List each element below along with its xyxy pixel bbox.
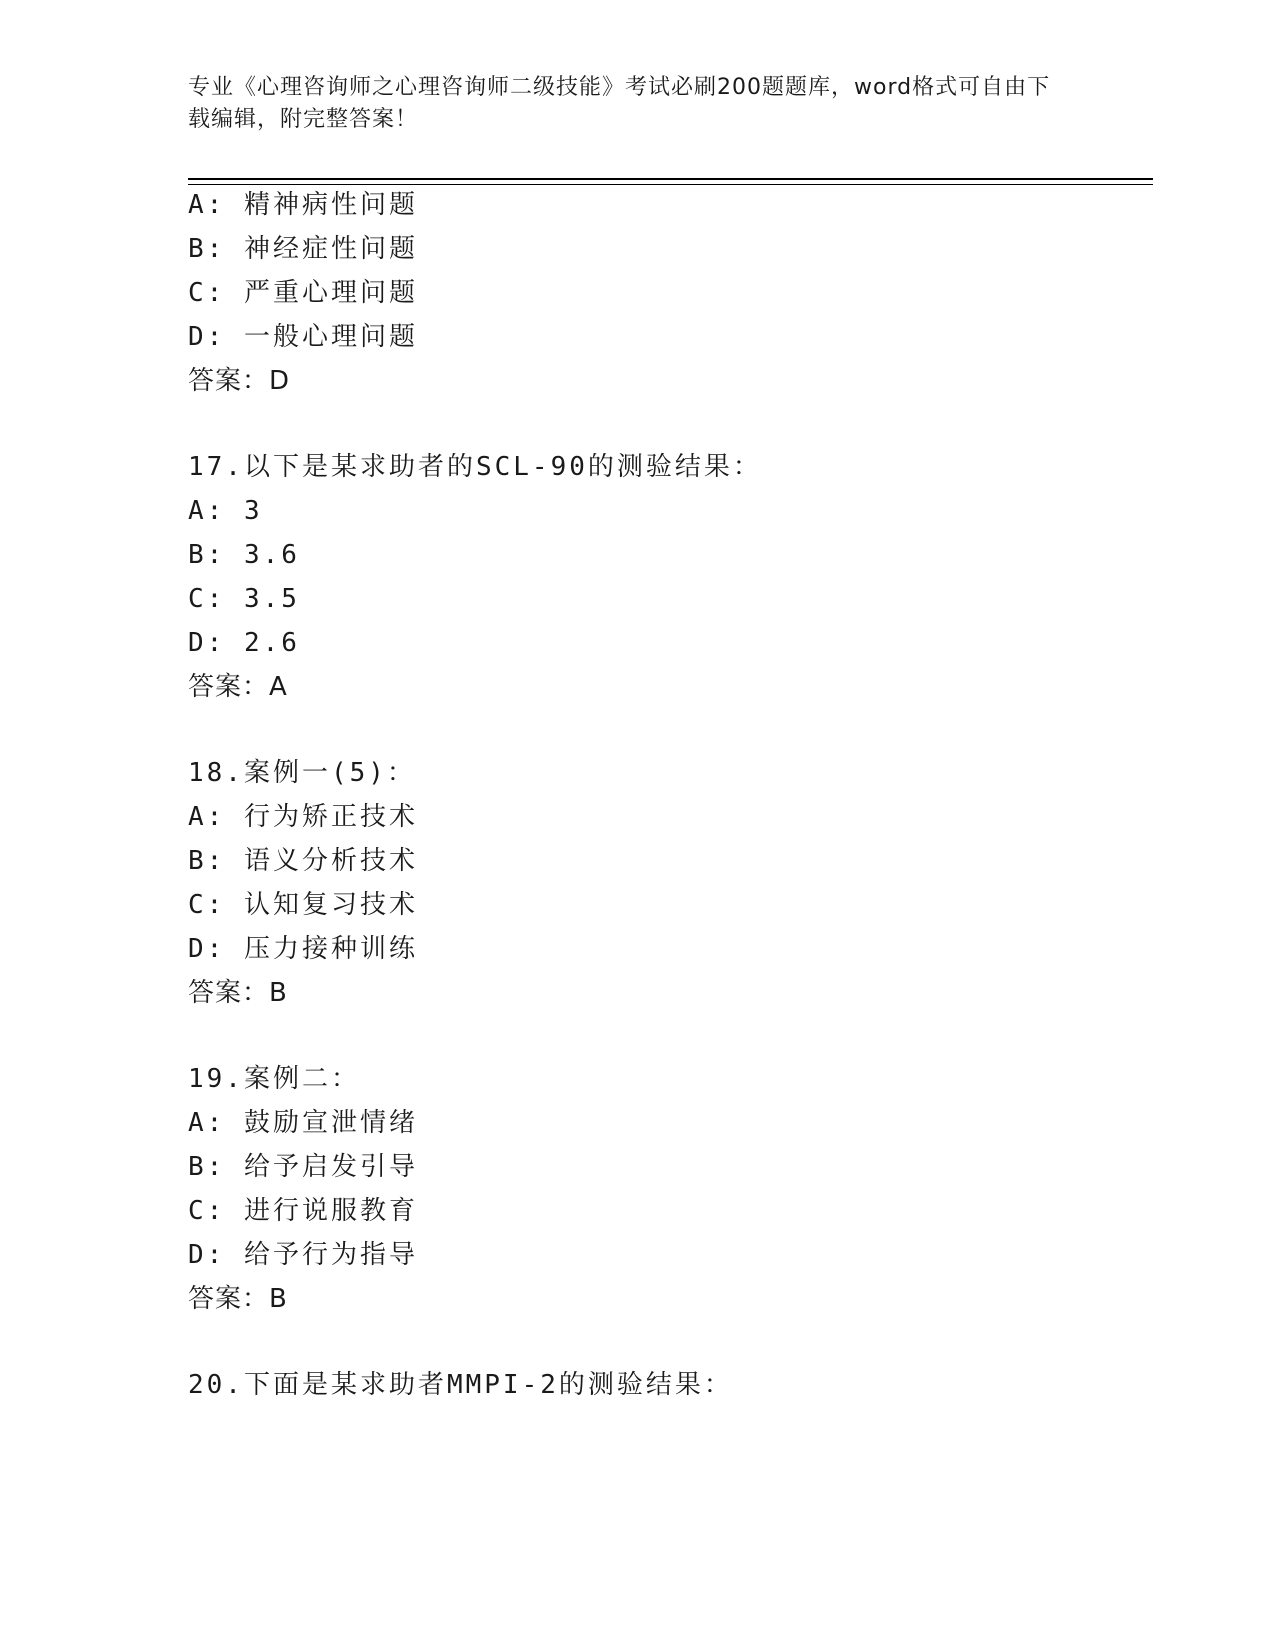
q17-option-c: C: 3.5: [188, 584, 300, 614]
header-divider-thick: [188, 178, 1153, 180]
q19-option-b: B: 给予启发引导: [188, 1152, 418, 1182]
q19-option-a: A: 鼓励宣泄情绪: [188, 1108, 418, 1138]
q17-option-d: D: 2.6: [188, 628, 300, 658]
q19-option-d: D: 给予行为指导: [188, 1240, 418, 1270]
q17-question: 17.以下是某求助者的SCL-90的测验结果：: [188, 452, 762, 482]
document-header: 专业《心理咨询师之心理咨询师二级技能》考试必刷200题题库，word格式可自由下载编辑，附完整答案！: [188, 75, 1051, 132]
q19-option-c: C: 进行说服教育: [188, 1196, 418, 1226]
q16-option-c: C: 严重心理问题: [188, 278, 418, 308]
q17-option-b: B: 3.6: [188, 540, 300, 570]
q18-option-d: D: 压力接种训练: [188, 934, 418, 964]
q18-option-c: C: 认知复习技术: [188, 890, 418, 920]
q16-answer: 答案：D: [188, 366, 291, 396]
q18-option-a: A: 行为矫正技术: [188, 802, 418, 832]
q19-answer: 答案：B: [188, 1284, 288, 1314]
q18-question: 18.案例一(5)：: [188, 758, 416, 788]
q17-option-a: A: 3: [188, 496, 263, 526]
q16-option-b: B: 神经症性问题: [188, 234, 418, 264]
q16-option-d: D: 一般心理问题: [188, 322, 418, 352]
header-divider-thin: [188, 184, 1153, 185]
q18-option-b: B: 语义分析技术: [188, 846, 418, 876]
q20-question: 20.下面是某求助者MMPI-2的测验结果：: [188, 1370, 733, 1400]
q16-option-a: A: 精神病性问题: [188, 190, 418, 220]
q18-answer: 答案：B: [188, 978, 288, 1008]
q19-question: 19.案例二：: [188, 1064, 360, 1094]
q17-answer: 答案：A: [188, 672, 288, 702]
